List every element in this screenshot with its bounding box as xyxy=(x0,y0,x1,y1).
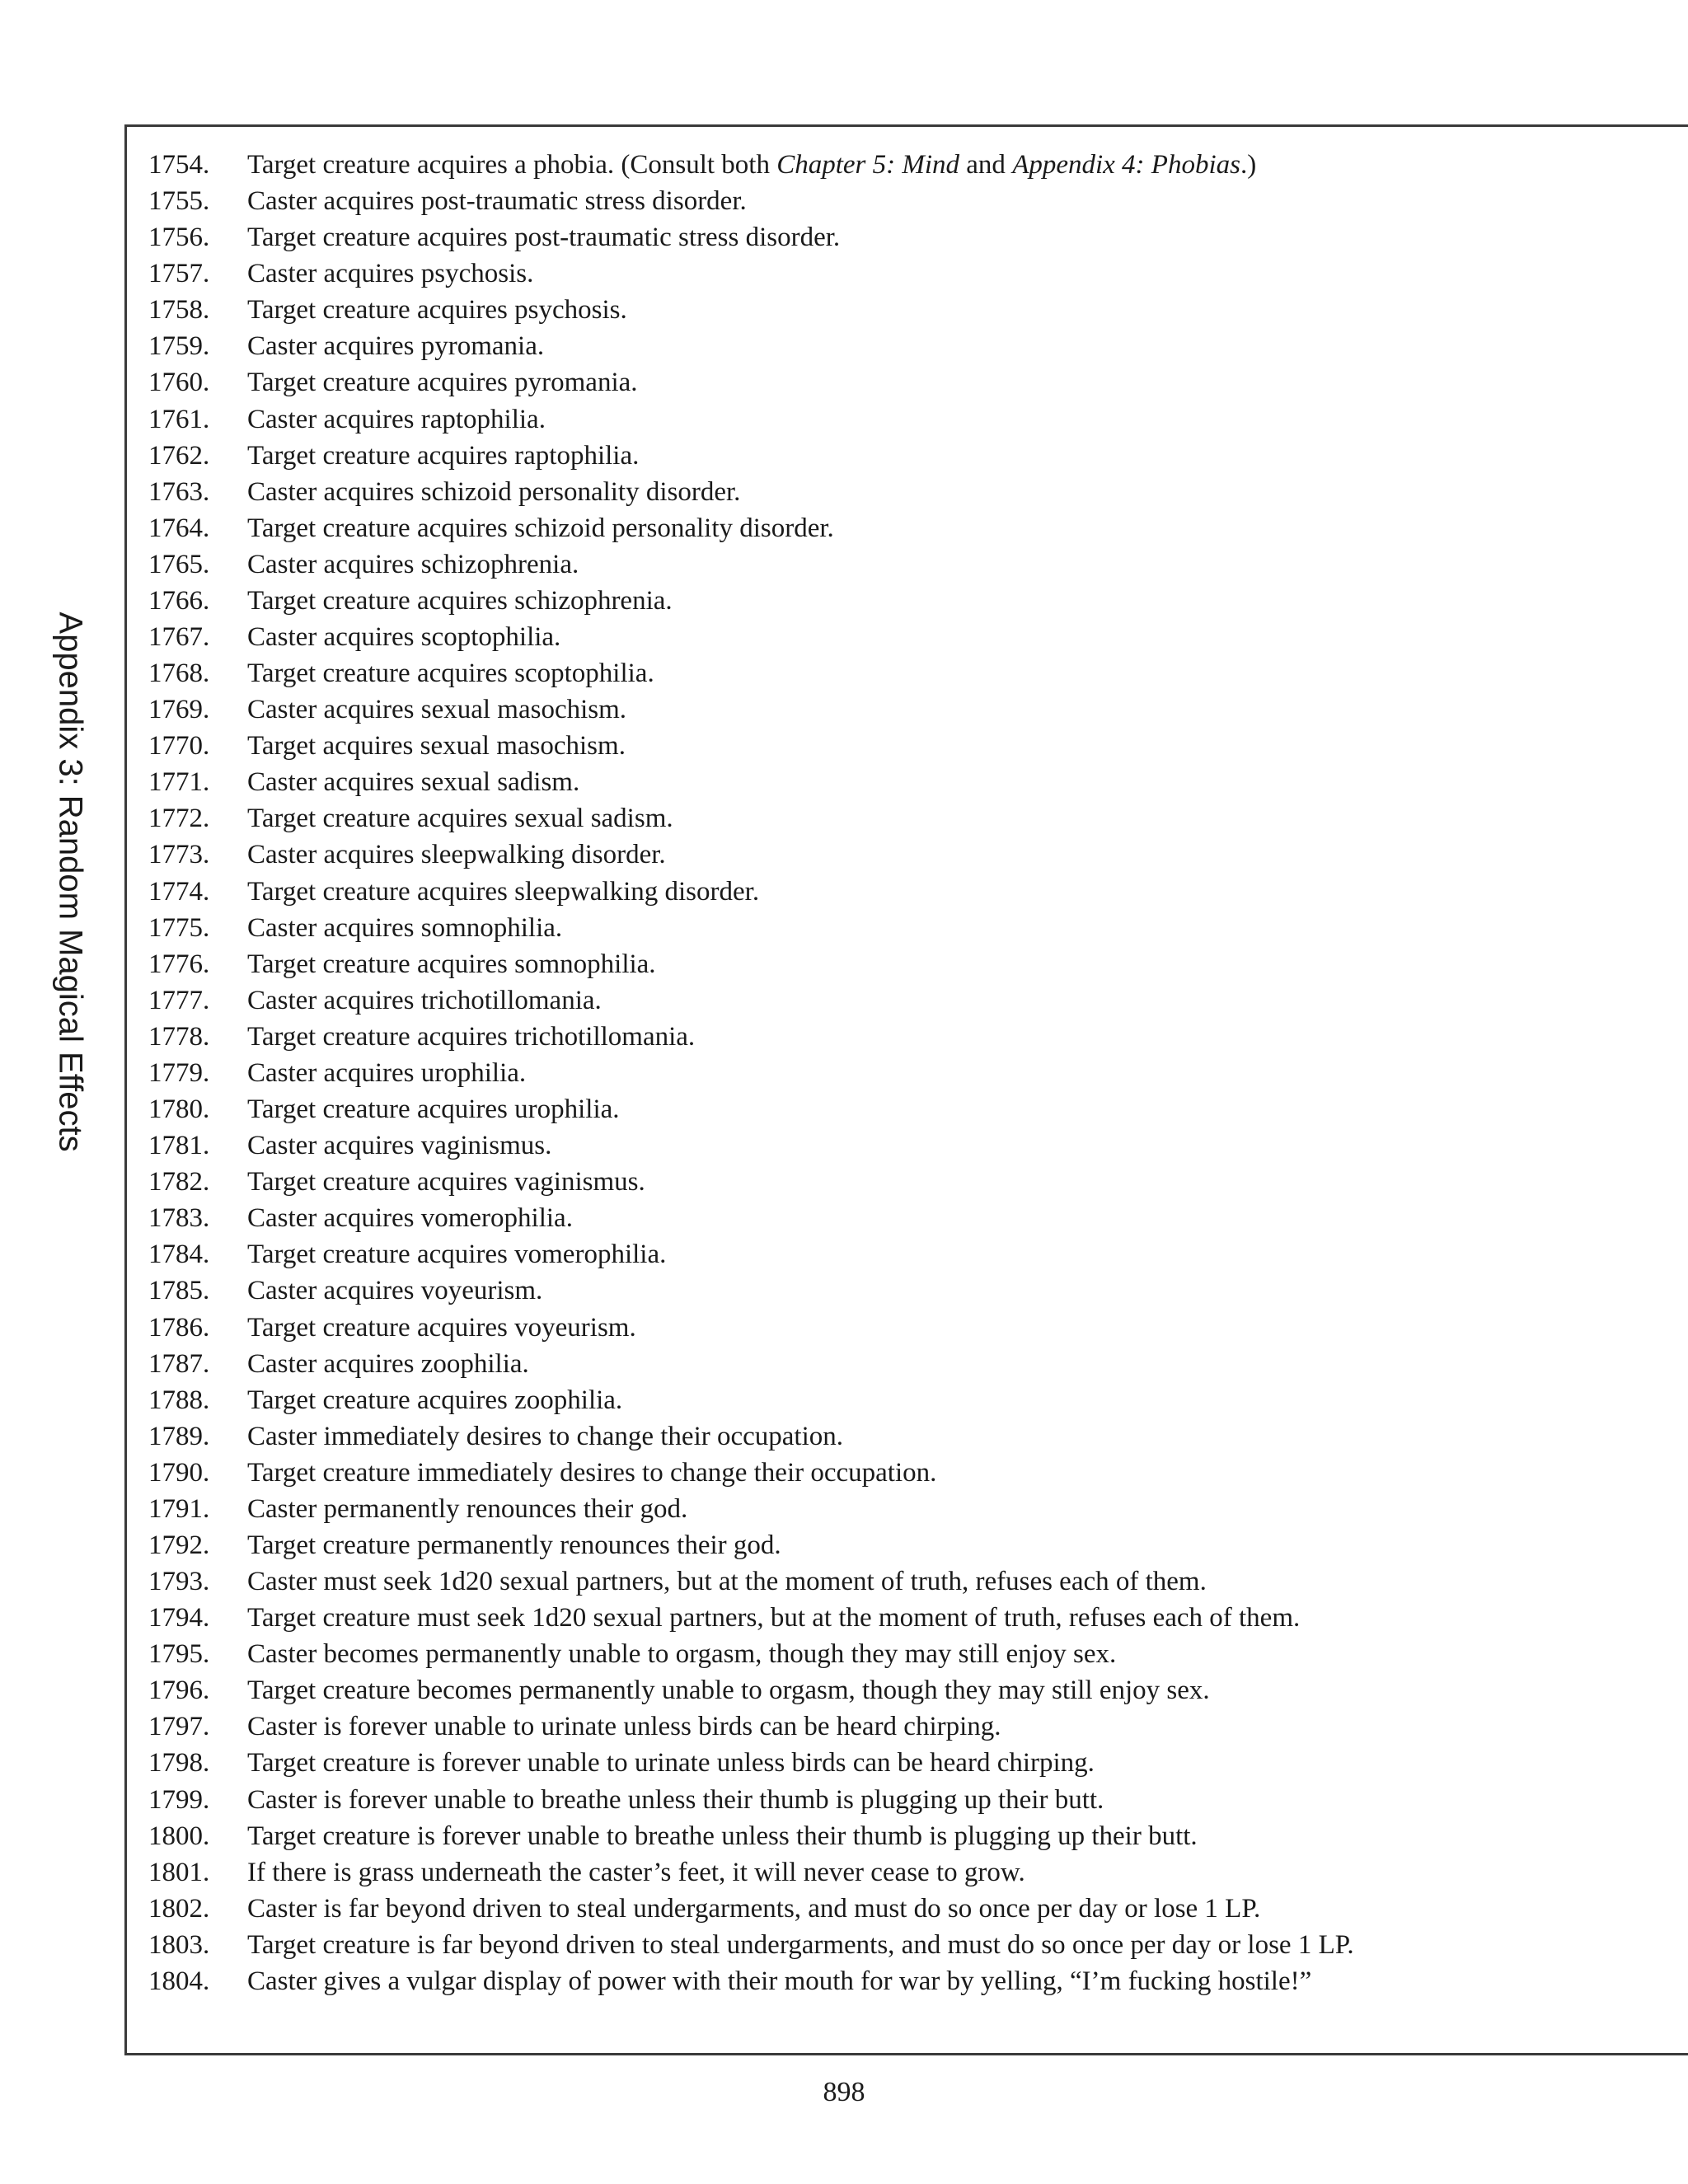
entry-number: 1795. xyxy=(148,1639,210,1670)
list-item xyxy=(148,1455,1657,1491)
entry-text: Target creature is forever unable to breathe unless their thumb is plugging up their butt. xyxy=(247,1821,1198,1851)
entry-number: 1786. xyxy=(148,1312,210,1343)
list-item xyxy=(148,728,1657,764)
list-item xyxy=(148,364,1657,401)
entry-number: 1801. xyxy=(148,1857,210,1887)
list-item xyxy=(148,1963,1657,1999)
entry-number: 1764. xyxy=(148,513,210,543)
entry-text: Caster acquires sexual masochism. xyxy=(247,695,627,725)
entry-number: 1777. xyxy=(148,985,210,1015)
entry-text-part: .) xyxy=(1240,150,1257,180)
entry-number: 1766. xyxy=(148,585,210,616)
list-item xyxy=(148,1563,1657,1600)
entry-text: Target creature acquires vaginismus. xyxy=(247,1167,645,1197)
entry-number: 1768. xyxy=(148,658,210,689)
entry-number: 1789. xyxy=(148,1421,210,1451)
list-item xyxy=(148,1636,1657,1672)
entry-text: Target creature acquires pyromania. xyxy=(247,368,638,398)
entry-number: 1799. xyxy=(148,1784,210,1815)
entry-text: Caster acquires urophilia. xyxy=(247,1057,527,1088)
list-item xyxy=(148,1927,1657,1963)
entry-number: 1783. xyxy=(148,1203,210,1234)
list-item xyxy=(148,800,1657,837)
entry-text: Target acquires sexual masochism. xyxy=(247,731,626,762)
entry-text: Caster acquires psychosis. xyxy=(247,259,534,289)
entry-text: Caster acquires voyeurism. xyxy=(247,1276,543,1306)
list-item xyxy=(148,401,1657,438)
entry-text: Caster acquires schizoid personality disorder. xyxy=(247,476,741,507)
entry-text-part: and xyxy=(959,150,1013,180)
entry-text-part: Target creature acquires a phobia. (Consult both xyxy=(247,150,777,180)
entry-number: 1756. xyxy=(148,223,210,253)
list-item xyxy=(148,438,1657,474)
entry-number: 1757. xyxy=(148,259,210,289)
list-item xyxy=(148,1418,1657,1455)
list-item xyxy=(148,1672,1657,1708)
entry-text: Caster becomes permanently unable to orgasm, though they may still enjoy sex. xyxy=(247,1639,1117,1670)
entry-number: 1800. xyxy=(148,1821,210,1851)
entry-text: Caster acquires vomerophilia. xyxy=(247,1203,573,1234)
entry-number: 1794. xyxy=(148,1603,210,1633)
entry-number: 1781. xyxy=(148,1131,210,1161)
list-item xyxy=(148,1818,1657,1854)
list-item xyxy=(148,1708,1657,1745)
entry-number: 1771. xyxy=(148,767,210,798)
list-item xyxy=(148,655,1657,691)
list-item xyxy=(148,837,1657,873)
entry-number: 1773. xyxy=(148,840,210,870)
entry-text: Caster acquires vaginismus. xyxy=(247,1131,552,1161)
list-item xyxy=(148,874,1657,910)
entry-number: 1803. xyxy=(148,1929,210,1960)
list-item xyxy=(148,1164,1657,1200)
entry-text: Caster acquires trichotillomania. xyxy=(247,985,602,1015)
entry-text: If there is grass underneath the caster’s feet, it will never cease to grow. xyxy=(247,1857,1025,1887)
entry-text: Target creature acquires sexual sadism. xyxy=(247,804,673,834)
list-item xyxy=(148,583,1657,619)
list-item xyxy=(148,1091,1657,1127)
entry-number: 1767. xyxy=(148,622,210,653)
entry-text-italic: Appendix 4: Phobias xyxy=(1012,150,1240,180)
entry-number: 1780. xyxy=(148,1094,210,1125)
entry-text: Caster is forever unable to urinate unless birds can be heard chirping. xyxy=(247,1712,1001,1742)
list-item xyxy=(148,1200,1657,1236)
entry-number: 1804. xyxy=(148,1966,210,1996)
entry-text-italic: Chapter 5: Mind xyxy=(776,150,960,180)
entry-number: 1762. xyxy=(148,440,210,471)
entry-number: 1802. xyxy=(148,1893,210,1924)
entry-number: 1792. xyxy=(148,1530,210,1560)
entry-number: 1760. xyxy=(148,368,210,398)
entry-text: Caster acquires zoophilia. xyxy=(247,1348,529,1379)
entry-number: 1796. xyxy=(148,1675,210,1706)
entry-number: 1774. xyxy=(148,876,210,907)
list-item xyxy=(148,691,1657,728)
list-item xyxy=(148,546,1657,583)
entry-text: Caster is far beyond driven to steal undergarments, and must do so once per day or lose 1 LP. xyxy=(247,1893,1261,1924)
entry-text: Target creature acquires post-traumatic stress disorder. xyxy=(247,223,841,253)
list-item xyxy=(148,1491,1657,1527)
list-item xyxy=(148,1382,1657,1418)
page-number: 898 xyxy=(823,2077,865,2107)
entry-text xyxy=(247,147,1256,183)
entry-text: Target creature acquires vomerophilia. xyxy=(247,1240,667,1270)
entry-text: Target creature permanently renounces their god. xyxy=(247,1530,781,1560)
entry-text: Caster immediately desires to change their occupation. xyxy=(247,1421,844,1451)
list-item xyxy=(148,1782,1657,1818)
entry-text: Caster acquires scoptophilia. xyxy=(247,622,561,653)
side-title-text: Appendix 3: Random Magical Effects xyxy=(52,612,89,1152)
list-item xyxy=(148,946,1657,982)
entry-number: 1793. xyxy=(148,1567,210,1597)
entry-text: Caster acquires somnophilia. xyxy=(247,912,563,943)
entry-text: Caster permanently renounces their god. xyxy=(247,1493,688,1524)
list-item xyxy=(148,1236,1657,1272)
entry-number: 1778. xyxy=(148,1021,210,1052)
entry-text: Caster acquires schizophrenia. xyxy=(247,549,579,579)
entry-text: Target creature acquires schizoid personality disorder. xyxy=(247,513,834,543)
entry-text: Target creature acquires raptophilia. xyxy=(247,440,640,471)
entry-number: 1769. xyxy=(148,695,210,725)
entry-text: Target creature acquires schizophrenia. xyxy=(247,585,673,616)
entry-number: 1770. xyxy=(148,731,210,762)
entry-text: Target creature acquires somnophilia. xyxy=(247,949,656,979)
entry-text: Caster acquires pyromania. xyxy=(247,331,545,362)
list-item xyxy=(148,292,1657,328)
entry-number: 1779. xyxy=(148,1057,210,1088)
list-item xyxy=(148,1891,1657,1927)
entry-text: Target creature acquires urophilia. xyxy=(247,1094,620,1125)
entry-number: 1772. xyxy=(148,804,210,834)
entry-number: 1788. xyxy=(148,1385,210,1415)
entry-text: Target creature is far beyond driven to steal undergarments, and must do so once per day or lose 1 LP. xyxy=(247,1929,1354,1960)
list-item xyxy=(148,474,1657,510)
list-item xyxy=(148,1272,1657,1309)
list-item xyxy=(148,1055,1657,1091)
entry-text: Target creature acquires scoptophilia. xyxy=(247,658,654,689)
entry-number: 1775. xyxy=(148,912,210,943)
entry-text: Target creature acquires trichotillomania. xyxy=(247,1021,696,1052)
entry-text: Caster acquires raptophilia. xyxy=(247,404,546,434)
list-item xyxy=(148,147,1657,183)
list-item xyxy=(148,1527,1657,1563)
list-item xyxy=(148,1310,1657,1346)
list-item xyxy=(148,910,1657,946)
entry-text: Caster gives a vulgar display of power with their mouth for war by yelling, “I’m fucking hostile!” xyxy=(247,1966,1312,1996)
entry-text: Caster must seek 1d20 sexual partners, but at the moment of truth, refuses each of them. xyxy=(247,1567,1207,1597)
entry-text: Target creature must seek 1d20 sexual partners, but at the moment of truth, refuses each of them. xyxy=(247,1603,1301,1633)
entry-number: 1784. xyxy=(148,1240,210,1270)
entry-number: 1797. xyxy=(148,1712,210,1742)
entry-number: 1791. xyxy=(148,1493,210,1524)
list-item xyxy=(148,510,1657,546)
entry-number: 1798. xyxy=(148,1748,210,1779)
entry-text: Target creature acquires sleepwalking disorder. xyxy=(247,876,760,907)
effects-list xyxy=(148,147,1657,1999)
list-item xyxy=(148,619,1657,655)
list-item xyxy=(148,1745,1657,1781)
entry-number: 1765. xyxy=(148,549,210,579)
entry-text: Target creature is forever unable to urinate unless birds can be heard chirping. xyxy=(247,1748,1095,1779)
entry-text: Target creature acquires voyeurism. xyxy=(247,1312,636,1343)
list-item xyxy=(148,764,1657,800)
entry-number: 1758. xyxy=(148,295,210,326)
entry-number: 1761. xyxy=(148,404,210,434)
entry-text: Target creature acquires zoophilia. xyxy=(247,1385,623,1415)
entry-number: 1776. xyxy=(148,949,210,979)
entry-number: 1787. xyxy=(148,1348,210,1379)
entry-number: 1754. xyxy=(148,150,210,180)
entry-text: Caster is forever unable to breathe unless their thumb is plugging up their butt. xyxy=(247,1784,1104,1815)
entry-text: Caster acquires post-traumatic stress disorder. xyxy=(247,186,747,217)
entry-text: Caster acquires sexual sadism. xyxy=(247,767,580,798)
entry-number: 1790. xyxy=(148,1457,210,1488)
list-item xyxy=(148,255,1657,292)
list-item xyxy=(148,982,1657,1019)
list-item xyxy=(148,219,1657,255)
entry-number: 1759. xyxy=(148,331,210,362)
entry-number: 1763. xyxy=(148,476,210,507)
entry-number: 1782. xyxy=(148,1167,210,1197)
list-item xyxy=(148,1600,1657,1636)
list-item xyxy=(148,328,1657,364)
list-item xyxy=(148,1854,1657,1891)
list-item xyxy=(148,1127,1657,1164)
list-item xyxy=(148,1019,1657,1055)
entry-text: Target creature immediately desires to change their occupation. xyxy=(247,1457,937,1488)
list-item xyxy=(148,1346,1657,1382)
entry-text: Caster acquires sleepwalking disorder. xyxy=(247,840,666,870)
list-item xyxy=(148,183,1657,219)
entry-text: Target creature becomes permanently unable to orgasm, though they may still enjoy sex. xyxy=(247,1675,1210,1706)
entry-number: 1755. xyxy=(148,186,210,217)
entry-text: Target creature acquires psychosis. xyxy=(247,295,627,326)
entry-number: 1785. xyxy=(148,1276,210,1306)
